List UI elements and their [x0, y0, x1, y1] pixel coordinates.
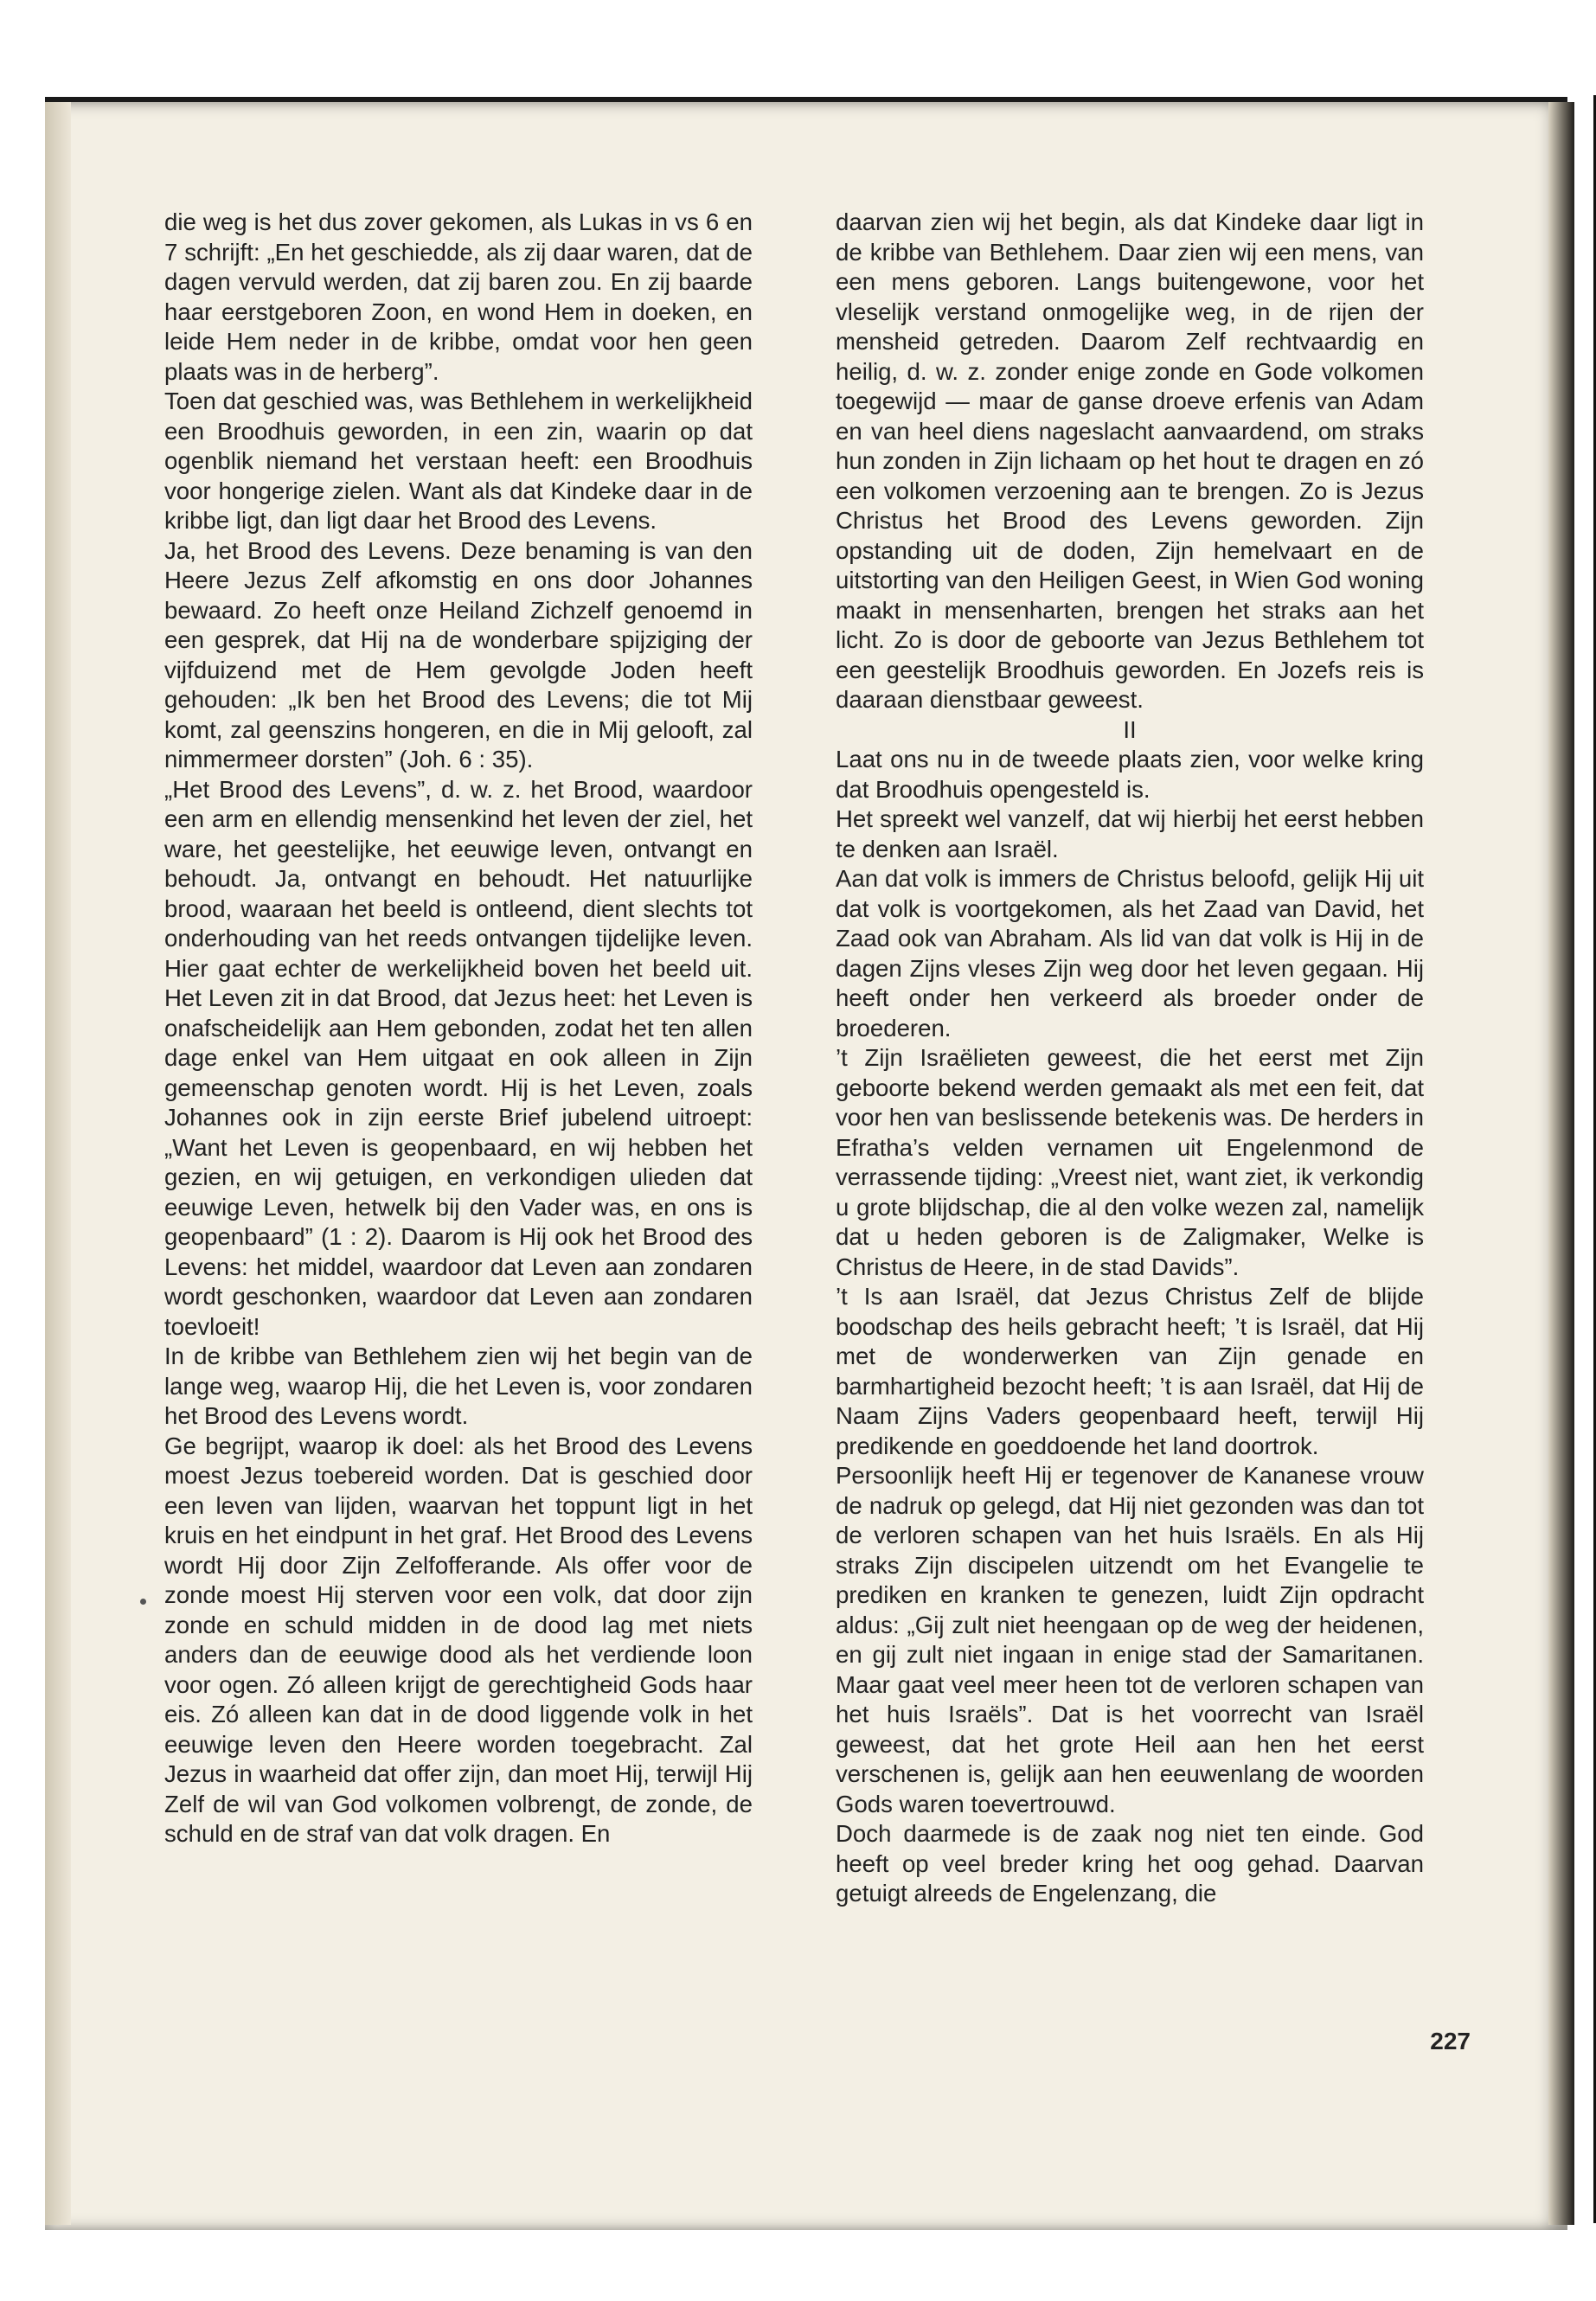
paragraph: Ge begrijpt, waarop ik doel: als het Brood des Levens moest Jezus toebereid worden. Dat is geschied door een leven van lijden, waarvan het toppunt ligt in het kruis en het eindpunt in het graf. Het Brood des Levens wordt Hij door Zijn Zelfofferande. Als offer voor de zonde moest Hij sterven voor een volk, dat door zijn zonde en schuld midden in de dood lag met niets anders dan de eeuwige dood als het verdiende loon voor ogen. Zó alleen krijgt de gerechtigheid Gods haar eis. Zó alleen kan dat in de dood liggende volk in het eeuwige leven den Heere worden toegebracht. Zal Jezus in waarheid dat offer zijn, dan moet Hij, terwijl Hij Zelf de wil van God volkomen volbrengt, de zonde, de schuld en de straf van dat volk dragen. En: [164, 1432, 753, 1847]
paragraph: Ja, het Brood des Levens. Deze benaming is van den Heere Jezus Zelf afkomstig en ons door Johannes bewaard. Zo heeft onze Heiland Zichzelf genoemd in een gesprek, dat Hij na de wonderbare spijziging der vijfduizend met de Hem gevolgde Joden heeft gehouden: „Ik ben het Brood des Levens; die tot Mij komt, zal geenszins hongeren, en die in Mij gelooft, zal nimmermeer dorsten” (Joh. 6 : 35).: [164, 536, 753, 772]
page-gutter-shadow: [45, 102, 71, 2225]
margin-dot-mark: [140, 1599, 146, 1605]
paragraph: Laat ons nu in de tweede plaats zien, voor welke kring dat Broodhuis opengesteld is.: [836, 746, 1424, 803]
paragraph: die weg is het dus zover gekomen, als Lukas in vs 6 en 7 schrijft: „En het geschiedde, als zij daar waren, dat de dagen vervuld werden, dat zij baren zou. En zij baarde haar eerstgeboren Zoon, en wond Hem in doeken, en leide Hem neder in de kribbe, omdat voor hen geen plaats was in de herberg”.: [164, 208, 753, 385]
paragraph: ’t Zijn Israëlieten geweest, die het eerst met Zijn geboorte bekend werden gemaakt als met een feit, dat voor hen van beslissende betekenis was. De herders in Efratha’s velden vernamen uit Engelenmond de verrassende tijding: „Vreest niet, want ziet, ik verkondig u grote blijdschap, die al den volke wezen zal, namelijk dat u heden geboren is de Zaligmaker, Welke is Christus de Heere, in de stad Davids”.: [836, 1044, 1424, 1280]
paragraph: Toen dat geschied was, was Bethlehem in werkelijkheid een Broodhuis geworden, in een zin, waarin op dat ogenblik niemand het verstaan heeft: een Broodhuis voor hongerige zielen. Want als dat Kindeke daar in de kribbe ligt, dan ligt daar het Brood des Levens.: [164, 388, 753, 534]
paragraph: daarvan zien wij het begin, als dat Kindeke daar ligt in de kribbe van Bethlehem. Daar zien wij een mens, van een mens geboren. Langs buitengewone, voor het vleselijk verstand onmogelijke weg, in de rijen der mensheid getreden. Daarom Zelf rechtvaardig en heilig, d. w. z. zonder enige zonde en Gode volkomen toegewijd — maar de ganse droeve erfenis van Adam en van heel diens nageslacht aanvaardend, om straks hun zonden in Zijn lichaam op het hout te dragen en zó een volkomen verzoening aan te brengen. Zo is Jezus Christus het Brood des Levens geworden. Zijn opstanding uit de doden, Zijn hemelvaart en de uitstorting van den Heiligen Geest, in Wien God woning maakt in mensenharten, brengen het straks aan het licht. Zo is door de geboorte van Jezus Bethlehem tot een geestelijk Broodhuis geworden. En Jozefs reis is daaraan dienstbaar geweest.: [836, 208, 1424, 713]
right-text-column: [836, 208, 1424, 1909]
page-edge-shadow: [1548, 102, 1574, 2225]
paragraph: ’t Is aan Israël, dat Jezus Christus Zelf de blijde boodschap des heils gebracht heeft; ’t is Israël, dat Hij met de wonderwerken van Zijn genade en barmhartigheid bezocht heeft; ’t is aan Israël, dat Hij de Naam Zijns Vaders geopenbaard heeft, terwijl Hij predikende en goeddoende het land doortrok.: [836, 1283, 1424, 1459]
paragraph: Het spreekt wel vanzelf, dat wij hierbij het eerst hebben te denken aan Israël.: [836, 805, 1424, 862]
paragraph: „Het Brood des Levens”, d. w. z. het Brood, waardoor een arm en ellendig mensenkind het leven der ziel, het ware, het geestelijke, het eeuwige leven, ontvangt en behoudt. Ja, ontvangt en behoudt. Het natuurlijke brood, waaraan het beeld is ontleend, dient slechts tot onderhouding van het reeds ontvangen tijdelijke leven. Hier gaat echter de werkelijkheid boven het beeld uit. Het Leven zit in dat Brood, dat Jezus heet: het Leven is onafscheidelijk aan Hem gebonden, zodat het ten allen dage enkel van Hem uitgaat en ook alleen in Zijn gemeenschap genoten wordt. Hij is het Leven, zoals Johannes ook in zijn eerste Brief jubelend uitroept: „Want het Leven is geopenbaard, en wij hebben het gezien, en wij getuigen, en verkondigen ulieden dat eeuwige Leven, hetwelk bij den Vader was, en ons is geopenbaard” (1 : 2). Daarom is Hij ook het Brood des Levens: het middel, waardoor dat Leven aan zondaren wordt geschonken, waardoor dat Leven aan zondaren toevloeit!: [164, 775, 753, 1340]
left-text-column: [164, 208, 753, 1849]
paragraph: Doch daarmede is de zaak nog niet ten einde. God heeft op veel breder kring het oog gehad. Daarvan getuigt alreeds de Engelenzang, die: [836, 1820, 1424, 1907]
page-number: 227: [1430, 2028, 1471, 2054]
paragraph: In de kribbe van Bethlehem zien wij het begin van de lange weg, waarop Hij, die het Leven is, voor zondaren het Brood des Levens wordt.: [164, 1343, 753, 1429]
paragraph: Persoonlijk heeft Hij er tegenover de Kananese vrouw de nadruk op gelegd, dat Hij niet gezonden was dan tot de verloren schapen van het huis Israëls. En als Hij straks Zijn discipelen uitzendt om het Evangelie te prediken en kranken te genezen, luidt Zijn opdracht aldus: „Gij zult niet heengaan op de weg der heidenen, en gij zult niet ingaan in enige stad der Samaritanen. Maar gaat veel meer heen tot de verloren schapen van het huis Israëls”. Dat is het voorrecht van Israël geweest, dat het grote Heil aan hen het eerst verschenen is, gelijk aan hen eeuwenlang de woorden Gods waren toevertrouwd.: [836, 1462, 1424, 1817]
paragraph: Aan dat volk is immers de Christus beloofd, gelijk Hij uit dat volk is voortgekomen, als het Zaad van David, het Zaad ook van Abraham. Als lid van dat volk is Hij in de dagen Zijns vleses Zijn weg door het leven gegaan. Hij heeft onder hen verkeerd als broeder onder de broederen.: [836, 865, 1424, 1042]
section-heading: II: [1123, 715, 1137, 743]
